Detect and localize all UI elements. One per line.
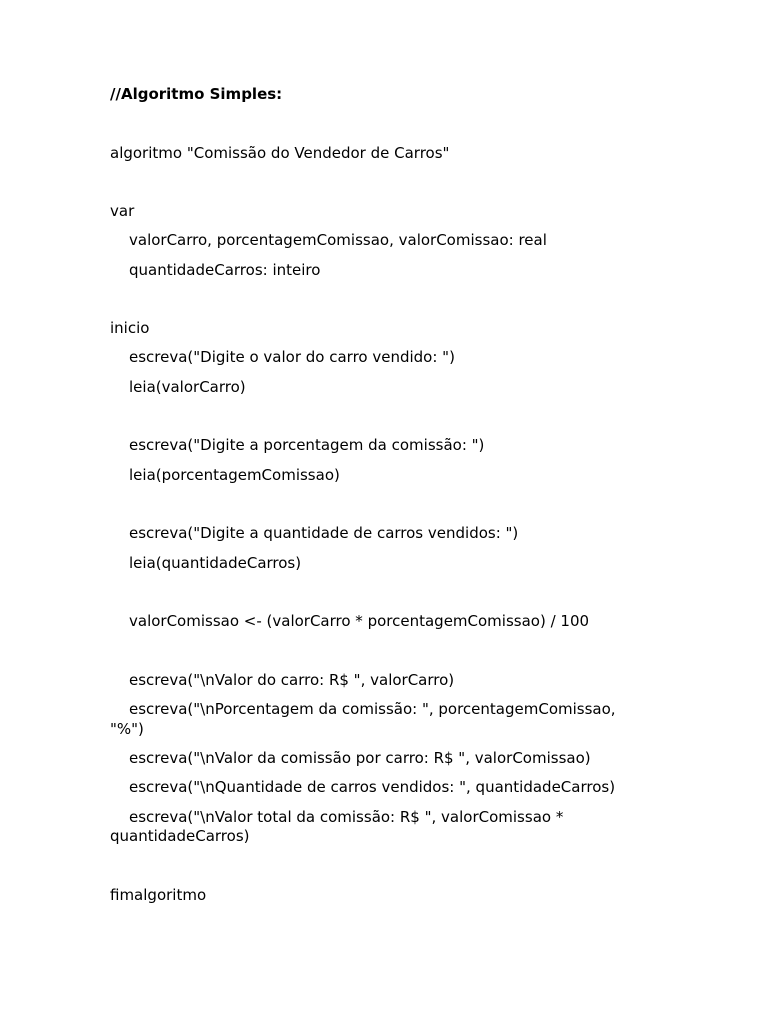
code-line: escreva("\nQuantidade de carros vendidos: ", quantidadeCarros) [129,778,616,796]
code-line: escreva("\nPorcentagem da comissão: ", porcentagemComissao, [129,700,616,718]
heading: //Algoritmo Simples: [110,85,283,103]
code-line-wrap: quantidadeCarros) [110,827,250,845]
algorithm-declaration: algoritmo "Comissão do Vendedor de Carros" [110,144,450,162]
var-keyword: var [110,202,135,220]
code-line-wrap: "%") [110,720,144,738]
code-line: escreva("Digite a quantidade de carros vendidos: ") [129,524,519,542]
code-line: leia(valorCarro) [129,378,246,396]
inicio-keyword: inicio [110,319,150,337]
var-line: valorCarro, porcentagemComissao, valorComissao: real [129,231,547,249]
code-line: escreva("\nValor do carro: R$ ", valorCarro) [129,671,455,689]
code-line: escreva("Digite a porcentagem da comissão: ") [129,436,485,454]
code-line: escreva("Digite o valor do carro vendido: ") [129,348,455,366]
code-line: escreva("\nValor total da comissão: R$ ", valorComissao * [129,808,564,826]
var-line: quantidadeCarros: inteiro [129,261,321,279]
code-line: leia(quantidadeCarros) [129,554,302,572]
code-line: escreva("\nValor da comissão por carro: R$ ", valorComissao) [129,749,591,767]
code-line: valorComissao <- (valorCarro * porcentagemComissao) / 100 [129,612,590,630]
code-line: leia(porcentagemComissao) [129,466,340,484]
end-keyword: fimalgoritmo [110,886,207,904]
